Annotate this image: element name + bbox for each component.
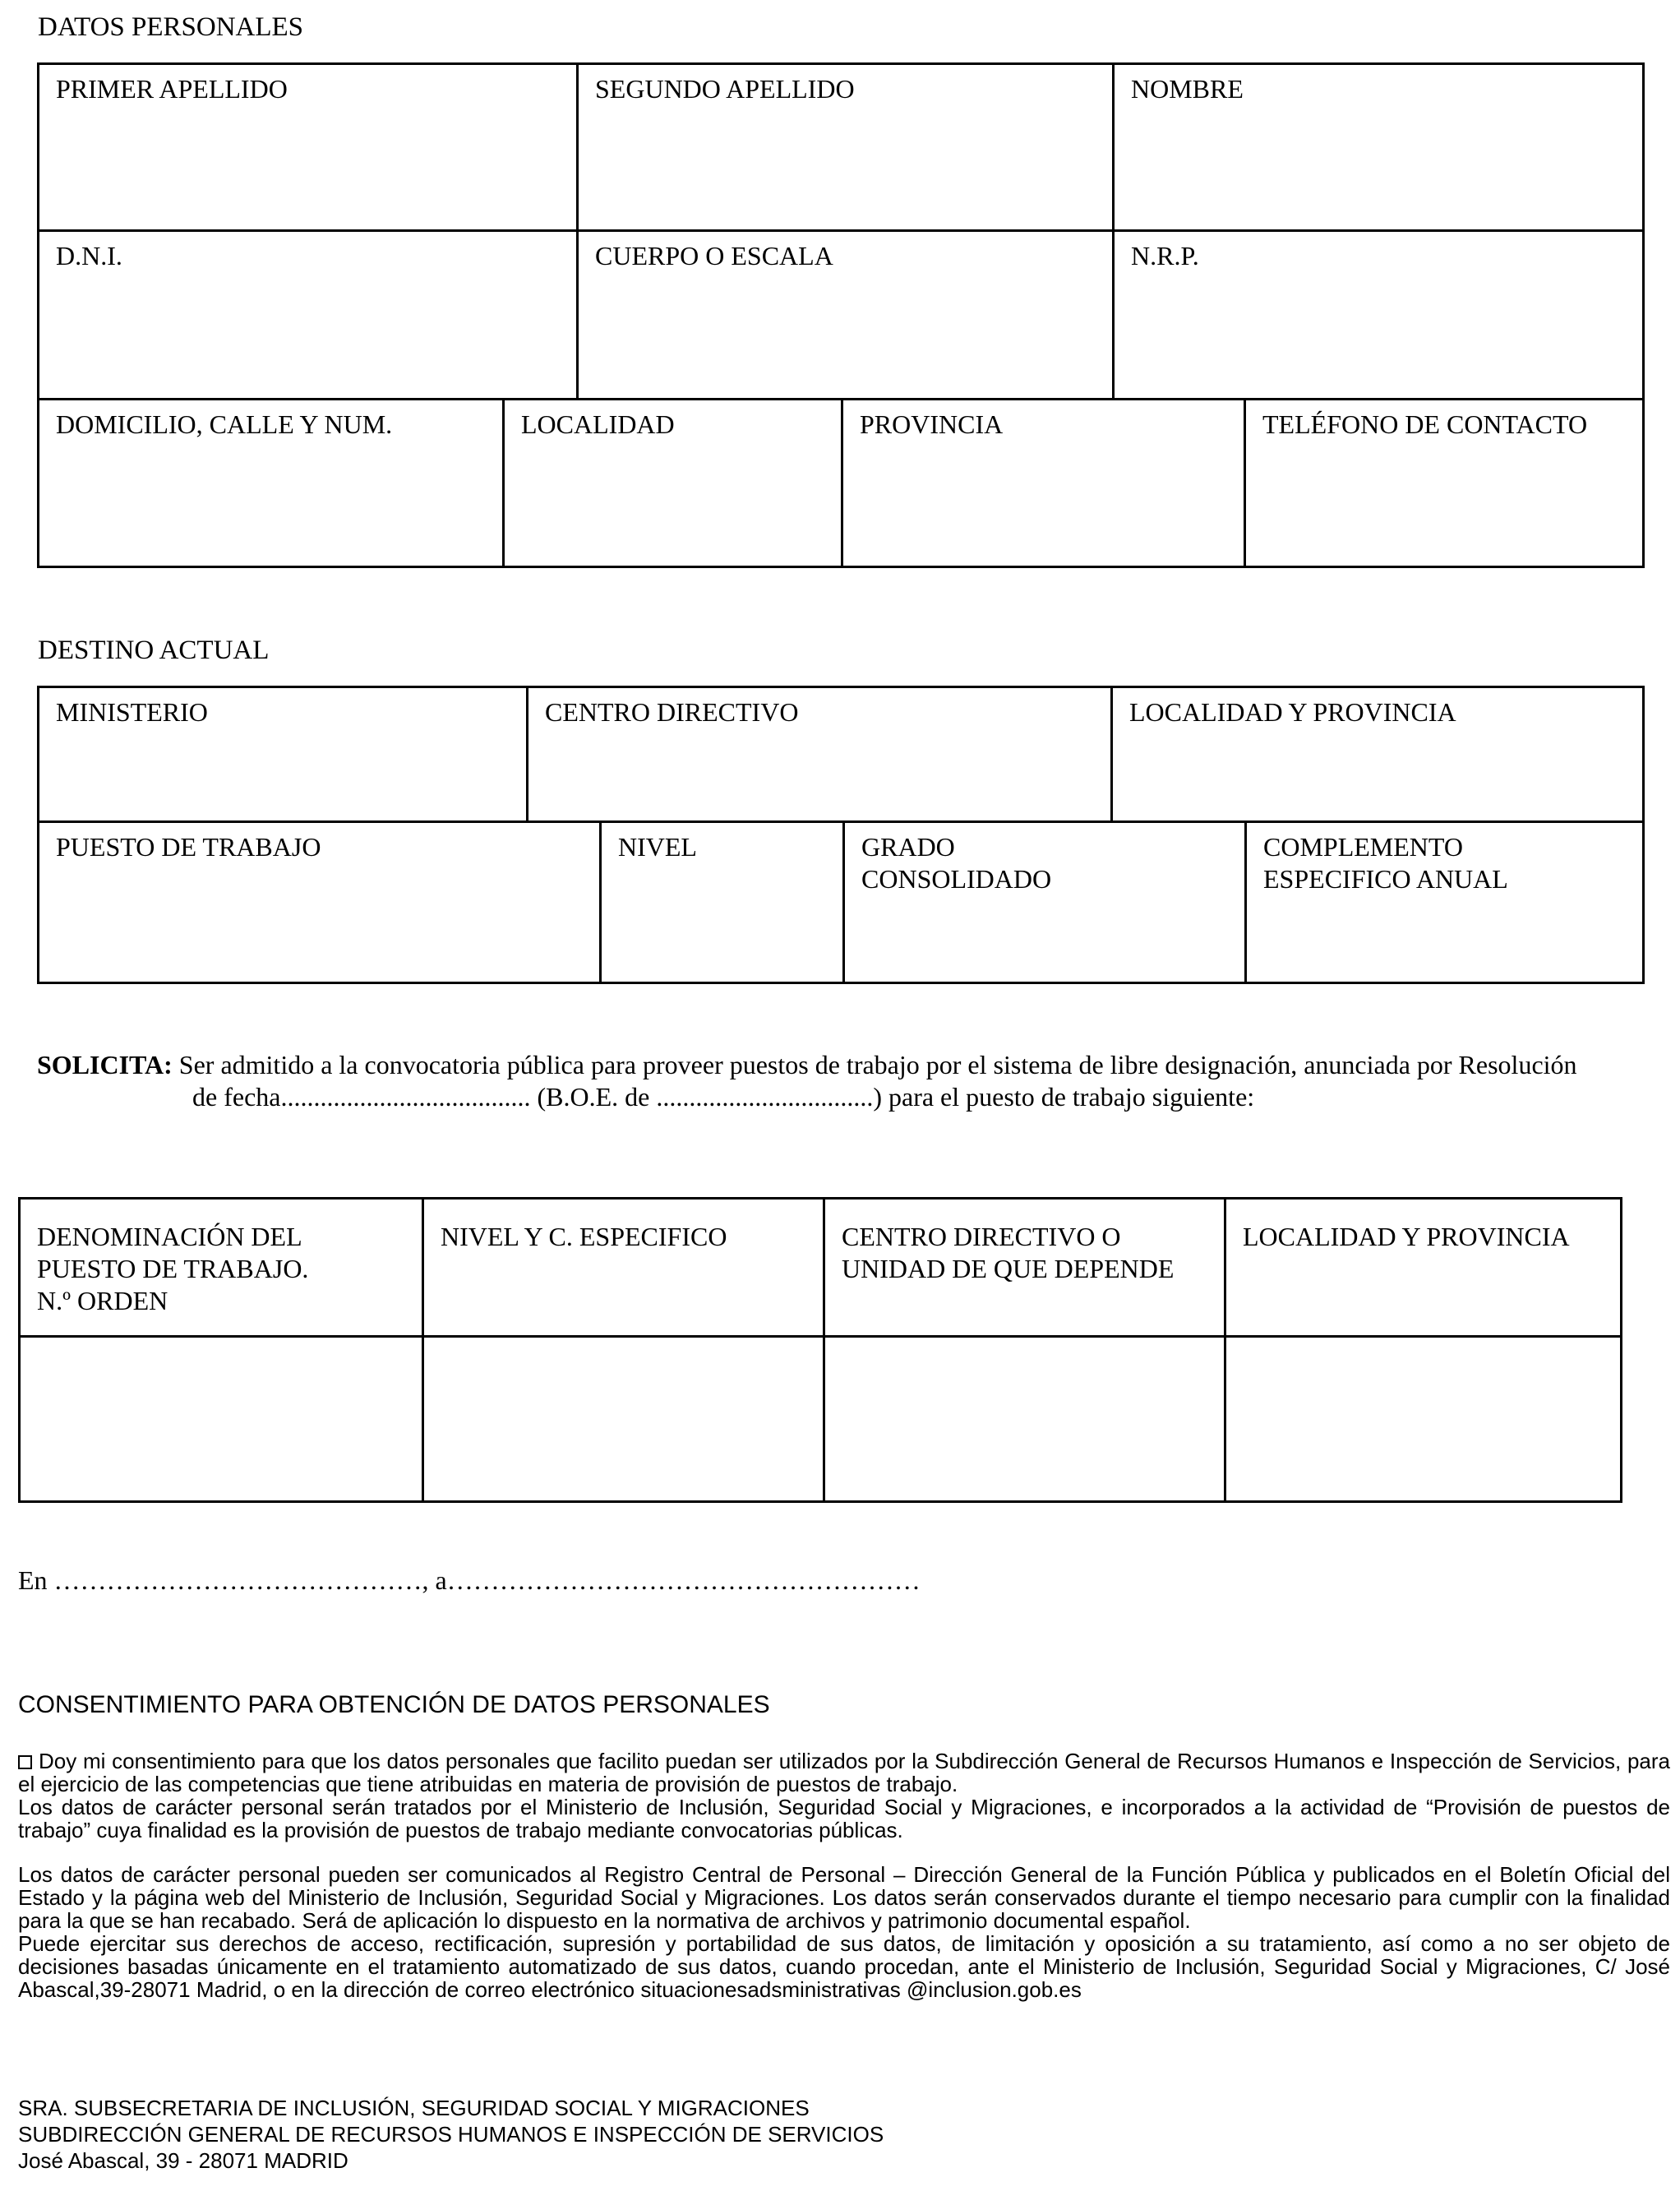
telefono-field[interactable] [1244,400,1642,566]
solicita-block [37,1049,1648,1113]
consent-paragraph-3: Los datos de carácter personal pueden ser comunicados al Registro Central de Personal – Dirección General de la Función Pública y publicados en el Boletín Oficial del Estado y la página web del Ministerio de Inclusión, Seguridad Social y Migraciones. Los datos serán conservados durante el tiempo necesario para cumplir con la finalidad para la que se han recabado. Será de aplicación lo dispuesto en la normativa de archivos y patrimonio documental español. [18,1862,1670,1933]
puesto-header-localidad [1224,1200,1620,1335]
puesto-header-row [21,1200,1620,1335]
nivel-field[interactable] [599,823,842,982]
nombre-field[interactable] [1112,65,1642,229]
personal-data-title: DATOS PERSONALES [38,12,304,42]
destino-actual-title: DESTINO ACTUAL [38,636,270,665]
puesto-input-row [21,1335,1620,1500]
provincia-field[interactable] [841,400,1244,566]
field-label: D.N.I. [56,241,122,270]
column-header: NIVEL Y C. ESPECIFICO [441,1222,727,1251]
field-label: LOCALIDAD [521,409,675,439]
consent-paragraph-1 [18,1750,1670,1796]
puesto-header-nivel [422,1200,823,1335]
centro-directivo-field[interactable] [526,688,1110,820]
denominacion-input[interactable] [21,1338,422,1500]
puesto-header-centro [823,1200,1224,1335]
dni-field[interactable] [39,232,576,398]
field-label: CUERPO O ESCALA [595,241,833,270]
centro-directivo-input[interactable] [823,1338,1224,1500]
field-label: COMPLEMENTO ESPECIFICO ANUAL [1263,832,1508,894]
field-label: GRADO CONSOLIDADO [861,832,1052,894]
field-label: NOMBRE [1131,74,1244,104]
field-label: LOCALIDAD Y PROVINCIA [1129,697,1456,727]
primer-apellido-field[interactable] [39,65,576,229]
solicita-line-1 [37,1049,1648,1081]
personal-row-2 [39,229,1642,398]
column-header: CENTRO DIRECTIVO O UNIDAD DE QUE DEPENDE [842,1222,1175,1283]
column-header: DENOMINACIÓN DEL PUESTO DE TRABAJO. N.º ORDEN [37,1222,309,1315]
consent-text-1: Doy mi consentimiento para que los datos personales que facilito puedan ser utilizados por la Subdirección General de Recursos Humanos e Inspección de Servicios, para el ejercicio de las competencias que tiene atribuidas en materia de provisión de puestos de trabajo. [18,1749,1670,1796]
localidad-provincia-field[interactable] [1110,688,1642,820]
field-label: CENTRO DIRECTIVO [545,697,799,727]
solicita-text-2: de fecha...................................... (B.O.E. de .................................) para el puesto de trabajo siguiente: [192,1082,1255,1112]
consent-checkbox[interactable] [18,1755,32,1769]
puesto-header-denominacion [21,1200,422,1335]
field-label: DOMICILIO, CALLE Y NUM. [56,409,393,439]
destino-row-2 [39,820,1642,982]
address-line-2: SUBDIRECCIÓN GENERAL DE RECURSOS HUMANOS E INSPECCIÓN DE SERVICIOS [18,2122,884,2147]
ministerio-field[interactable] [39,688,526,820]
field-label: MINISTERIO [56,697,208,727]
complemento-especifico-field[interactable] [1244,823,1642,982]
lugar-fecha-line[interactable]: En ……………………………………, a……………………………………………… [18,1565,921,1595]
address-block [18,2095,884,2174]
localidad-field[interactable] [502,400,841,566]
field-label: NIVEL [618,832,697,862]
address-line-3: José Abascal, 39 - 28071 MADRID [18,2148,348,2173]
field-label: PROVINCIA [860,409,1004,439]
personal-row-1 [39,65,1642,229]
field-label: PUESTO DE TRABAJO [56,832,321,862]
personal-row-3 [39,398,1642,566]
puesto-solicitado-table [18,1197,1622,1503]
destino-row-1 [39,688,1642,820]
address-line-1: SRA. SUBSECRETARIA DE INCLUSIÓN, SEGURIDAD SOCIAL Y MIGRACIONES [18,2096,810,2120]
grado-consolidado-field[interactable] [842,823,1244,982]
domicilio-field[interactable] [39,400,502,566]
destino-actual-table [37,686,1645,984]
field-label: N.R.P. [1131,241,1199,270]
consent-title: CONSENTIMIENTO PARA OBTENCIÓN DE DATOS PERSONALES [18,1691,770,1718]
nivel-especifico-input[interactable] [422,1338,823,1500]
nrp-field[interactable] [1112,232,1642,398]
personal-data-table [37,62,1645,568]
localidad-provincia-input[interactable] [1224,1338,1620,1500]
field-label: TELÉFONO DE CONTACTO [1262,409,1588,439]
segundo-apellido-field[interactable] [576,65,1112,229]
puesto-trabajo-field[interactable] [39,823,599,982]
solicita-text-1: Ser admitido a la convocatoria pública para proveer puestos de trabajo por el sistema de libre designación, anunciada por Resolución [178,1050,1577,1079]
field-label: SEGUNDO APELLIDO [595,74,855,104]
field-label: PRIMER APELLIDO [56,74,288,104]
cuerpo-escala-field[interactable] [576,232,1112,398]
consent-paragraph-4: Puede ejercitar sus derechos de acceso, rectificación, supresión y portabilidad de sus datos, de limitación y oposición a su tratamiento, así como a no ser objeto de decisiones basadas únicamente en el tratamiento automatizado de sus datos, cuando procedan, ante el Ministerio de Inclusión, Seguridad Social y Migraciones, C/ José Abascal,39-28071 Madrid, o en la dirección de correo electrónico situacionesadsministrativas @inclusion.gob.es [18,1931,1670,2002]
solicita-label: SOLICITA: [37,1050,173,1079]
column-header: LOCALIDAD Y PROVINCIA [1243,1222,1570,1251]
consent-paragraph-2: Los datos de carácter personal serán tratados por el Ministerio de Inclusión, Seguridad Social y Migraciones, e incorporados a la actividad de “Provisión de puestos de trabajo” cuya finalidad es la provisión de puestos de trabajo mediante convocatorias públicas. [18,1795,1670,1842]
